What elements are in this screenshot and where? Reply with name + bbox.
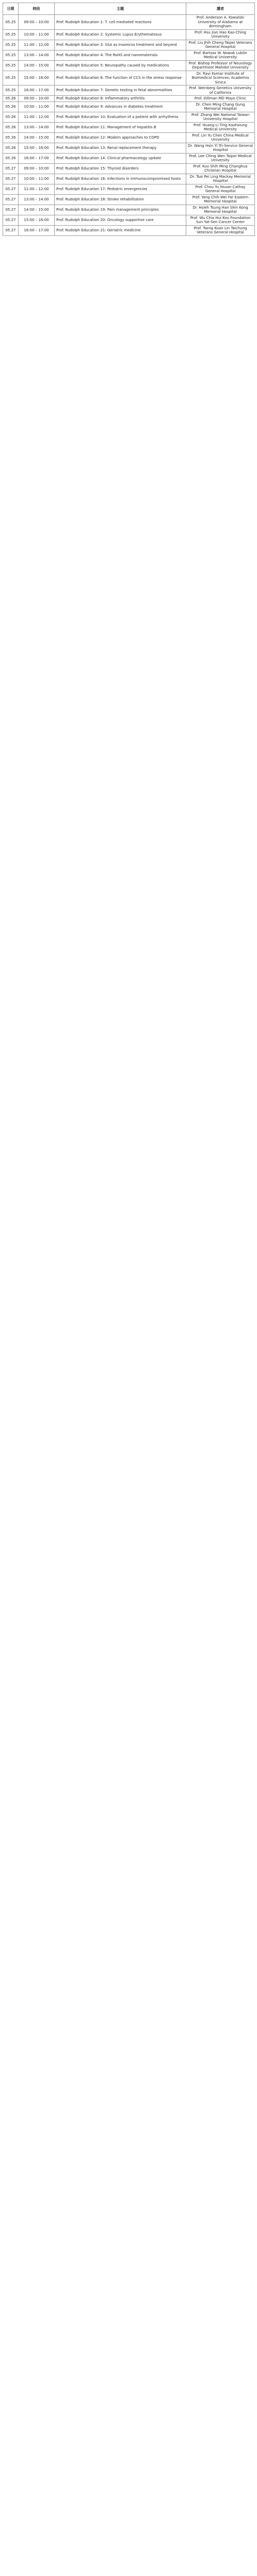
table-row — [3, 71, 255, 86]
row-time: 11:00 – 12:00 — [19, 40, 55, 50]
row-topic: Prof. Rudolph Education 12: Modern approaches to COPD — [55, 132, 186, 143]
table-row — [3, 184, 255, 194]
header-time: 時段 — [19, 3, 55, 15]
table-row — [3, 143, 255, 153]
row-speaker: Prof. Dillman MD Mayo Clinic — [186, 96, 255, 102]
row-topic: Prof. Rudolph Education 15: Thyroid disorders — [55, 163, 186, 174]
table-row — [3, 122, 255, 132]
row-topic: Prof. Rudolph Education 19: Pain management principles — [55, 205, 186, 215]
row-topic: Prof. Rudolph Education 18: Stroke rehabilitation — [55, 194, 186, 205]
row-date: 05.25 — [3, 60, 19, 71]
table-row — [3, 15, 255, 30]
row-speaker: Dr. Ravi Kumar Institute of Biomedical Sciences, Academia Sinica — [186, 71, 255, 86]
row-date: 05.26 — [3, 96, 19, 102]
table-row — [3, 86, 255, 96]
row-topic: Prof. Rudolph Education 10: Evaluation of a patient with arrhythmia — [55, 112, 186, 122]
row-topic: Prof. Rudolph Education 14: Clinical pharmacology update — [55, 153, 186, 163]
table-row — [3, 132, 255, 143]
row-topic: Prof. Rudolph Education 9: Advances in diabetes treatment — [55, 101, 186, 112]
table-row — [3, 215, 255, 225]
row-topic: Prof. Rudolph Education 21: Geriatric medicine — [55, 225, 186, 235]
table-row — [3, 29, 255, 40]
row-time: 09:00 – 10:00 — [19, 15, 55, 30]
table-row — [3, 153, 255, 163]
row-speaker: Prof. Tseng Kuan Lin Taichung Veterans General Hospital — [186, 225, 255, 235]
row-topic: Prof. Rudolph Education 2: Systemic Lupus Erythematosus — [55, 29, 186, 40]
row-date: 05.25 — [3, 29, 19, 40]
row-topic: Prof. Rudolph Education 5: Neuropathy caused by medications — [55, 60, 186, 71]
row-time: 09:00 – 10:00 — [19, 163, 55, 174]
row-topic: Prof. Rudolph Education 7: Genetic testing in fetal abnormalities — [55, 86, 186, 96]
row-date: 05.27 — [3, 225, 19, 235]
row-date: 05.26 — [3, 122, 19, 132]
row-speaker: Prof. Anderson A. Kowalski University of Alabama at Birmingham — [186, 15, 255, 30]
row-time: 15:00 – 16:00 — [19, 215, 55, 225]
table-row — [3, 194, 255, 205]
row-time: 15:00 – 16:00 — [19, 71, 55, 86]
row-topic: Prof. Rudolph Education 20: Oncology supportive care — [55, 215, 186, 225]
row-topic: Prof. Rudolph Education 16: Infections in immunocompromised hosts — [55, 174, 186, 184]
row-topic: Prof. Rudolph Education 17: Pediatric emergencies — [55, 184, 186, 194]
schedule-header — [3, 3, 255, 15]
row-speaker: Prof. Chou Yu Hsuan Cathay General Hospital — [186, 184, 255, 194]
row-date: 05.27 — [3, 194, 19, 205]
row-topic: Prof. Rudolph Education 13: Renal replacement therapy — [55, 143, 186, 153]
row-speaker: Prof. Huang Li Ting Kaohsiung Medical University — [186, 122, 255, 132]
row-topic: Prof. Rudolph Education 1: T. cell mediated reactions — [55, 15, 186, 30]
row-date: 05.26 — [3, 101, 19, 112]
row-time: 10:00 – 11:00 — [19, 174, 55, 184]
row-time: 16:00 – 17:00 — [19, 225, 55, 235]
row-date: 05.25 — [3, 71, 19, 86]
row-time: 13:00 – 14:00 — [19, 50, 55, 60]
table-row — [3, 101, 255, 112]
row-topic: Prof. Rudolph Education 3: SSA as Insomnia treatment and beyond — [55, 40, 186, 50]
row-time: 15:00 – 16:00 — [19, 143, 55, 153]
row-speaker: Dr. Wang Hsin Yi Tri-Service General Hospital — [186, 143, 255, 153]
row-date: 05.26 — [3, 132, 19, 143]
schedule-table — [3, 3, 255, 236]
row-date: 05.25 — [3, 15, 19, 30]
row-time: 16:00 – 17:00 — [19, 153, 55, 163]
row-speaker: Prof. Kuo Shih Ming Changhua Christian Hospital — [186, 163, 255, 174]
row-speaker: Dr. Tsai Pei Ling Mackay Memorial Hospital — [186, 174, 255, 184]
row-date: 05.25 — [3, 50, 19, 60]
row-speaker: Prof. Liu Jhih Cheng Taipei Veterans General Hospital — [186, 40, 255, 50]
row-time: 10:00 – 11:00 — [19, 29, 55, 40]
row-date: 05.26 — [3, 112, 19, 122]
table-row — [3, 40, 255, 50]
row-speaker: Prof. Yang Chih Wei Far Eastern Memorial Hospital — [186, 194, 255, 205]
row-time: 11:00 – 12:00 — [19, 184, 55, 194]
row-date: 05.27 — [3, 163, 19, 174]
row-time: 13:00 – 14:00 — [19, 122, 55, 132]
table-row — [3, 50, 255, 60]
header-row — [3, 3, 255, 15]
row-speaker: Dr. Chen Ming Chang Gung Memorial Hospital — [186, 101, 255, 112]
row-date: 05.25 — [3, 86, 19, 96]
row-date: 05.27 — [3, 184, 19, 194]
row-speaker: Prof. Lee Ching Wen Taipei Medical University — [186, 153, 255, 163]
table-row — [3, 112, 255, 122]
table-row — [3, 96, 255, 102]
row-time: 10:00 – 11:00 — [19, 101, 55, 112]
schedule-body — [3, 15, 255, 236]
table-row — [3, 163, 255, 174]
row-date: 05.25 — [3, 40, 19, 50]
row-date: 05.27 — [3, 174, 19, 184]
row-time: 13:00 – 14:00 — [19, 194, 55, 205]
row-time: 11:00 – 12:00 — [19, 112, 55, 122]
row-speaker: Prof. Lin Yu Chen China Medical University — [186, 132, 255, 143]
header-speaker: 講者 — [186, 3, 255, 15]
row-speaker: Prof. Hsu Jian Hao Kao-Ching University — [186, 29, 255, 40]
row-date: 05.27 — [3, 215, 19, 225]
row-topic: Prof. Rudolph Education 6: The function of CCS in the stress response — [55, 71, 186, 86]
row-date: 05.26 — [3, 153, 19, 163]
row-speaker: Prof. Zhang Wei National Taiwan University Hospital — [186, 112, 255, 122]
row-time: 14:00 – 15:00 — [19, 60, 55, 71]
row-date: 05.27 — [3, 205, 19, 215]
header-date: 日期 — [3, 3, 19, 15]
table-row — [3, 174, 255, 184]
row-time: 09:00 – 10:00 — [19, 96, 55, 102]
header-topic: 主題 — [55, 3, 186, 15]
table-row — [3, 225, 255, 235]
row-topic: Prof. Rudolph Education 11: Management of hepatitis B — [55, 122, 186, 132]
row-date: 05.26 — [3, 143, 19, 153]
table-row — [3, 60, 255, 71]
row-time: 16:00 – 17:00 — [19, 86, 55, 96]
row-speaker: Dr. Hsieh Tsung Han Shin Kong Memorial Hospital — [186, 205, 255, 215]
table-row — [3, 205, 255, 215]
row-speaker: Prof. Weinberg Genetics University of California — [186, 86, 255, 96]
row-speaker: Prof. Wu Chia Hui Koo Foundation Sun Yat-Sen Cancer Center — [186, 215, 255, 225]
row-topic: Prof. Rudolph Education 4: The RoHS and nanomaterials — [55, 50, 186, 60]
row-time: 14:00 – 15:00 — [19, 132, 55, 143]
row-time: 14:00 – 15:00 — [19, 205, 55, 215]
row-speaker: Prof. Bartosz W. Nowak Lublin Medical University — [186, 50, 255, 60]
row-speaker: Prof. Bishop Professor of Neurology Department Mahidol University — [186, 60, 255, 71]
row-topic: Prof. Rudolph Education 8: Inflammatory arthritis — [55, 96, 186, 102]
